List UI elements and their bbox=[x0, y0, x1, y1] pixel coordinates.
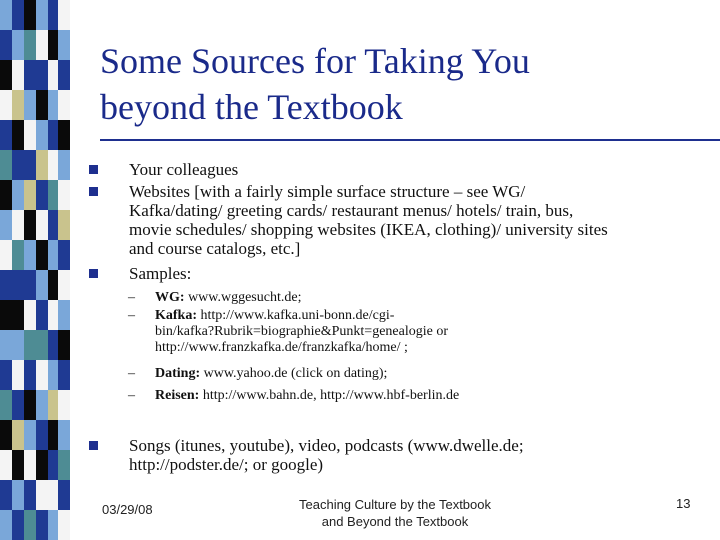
dash-marker: – bbox=[128, 290, 135, 305]
stripe-block bbox=[58, 510, 70, 540]
stripe-block bbox=[58, 390, 70, 420]
stripe-block bbox=[0, 390, 12, 420]
stripe-block bbox=[12, 390, 24, 420]
stripe-block bbox=[12, 120, 24, 150]
bullet-text-line: Kafka/dating/ greeting cards/ restaurant menus/ hotels/ train, bus, bbox=[129, 201, 574, 220]
bullet-text bbox=[129, 182, 699, 258]
stripe-block bbox=[24, 210, 36, 240]
stripe-block bbox=[58, 0, 70, 30]
stripe-block bbox=[24, 450, 36, 480]
stripe-block bbox=[12, 0, 24, 30]
sub-item-label: Kafka: bbox=[155, 308, 197, 323]
stripe-block bbox=[58, 360, 70, 390]
square-bullet-icon bbox=[89, 165, 98, 174]
stripe-block bbox=[0, 150, 12, 180]
stripe-block bbox=[12, 330, 24, 360]
sub-item-label: WG: bbox=[155, 290, 185, 305]
stripe-block bbox=[0, 300, 12, 330]
stripe-block bbox=[48, 60, 58, 90]
stripe-block bbox=[36, 240, 48, 270]
stripe-block bbox=[36, 390, 48, 420]
sub-item-line: www.wggesucht.de; bbox=[184, 290, 302, 305]
square-bullet-icon bbox=[89, 441, 98, 450]
footer-center-text bbox=[270, 496, 520, 530]
stripe-block bbox=[58, 150, 70, 180]
sub-item-label: Reisen: bbox=[155, 388, 200, 403]
footer-center-line: and Beyond the Textbook bbox=[321, 514, 469, 529]
stripe-block bbox=[0, 510, 12, 540]
footer-center-line: Teaching Culture by the Textbook bbox=[299, 497, 491, 512]
stripe-block bbox=[0, 270, 12, 300]
stripe-block bbox=[36, 60, 48, 90]
sub-item-line: http://www.bahn.de, http://www.hbf-berlin.de bbox=[199, 388, 460, 403]
stripe-block bbox=[0, 450, 12, 480]
stripe-block bbox=[36, 180, 48, 210]
stripe-block bbox=[58, 180, 70, 210]
sub-item-line: http://www.franzkafka.de/franzkafka/home/ ; bbox=[155, 340, 408, 355]
title-underline bbox=[100, 139, 720, 141]
stripe-block bbox=[0, 120, 12, 150]
stripe-block bbox=[12, 360, 24, 390]
stripe-block bbox=[58, 450, 70, 480]
stripe-block bbox=[0, 0, 12, 30]
bullet-text-line: Websites [with a fairly simple surface structure – see WG/ bbox=[129, 182, 526, 201]
sub-item-text bbox=[155, 388, 705, 404]
sub-item-line: http://www.kafka.uni-bonn.de/cgi- bbox=[197, 308, 395, 323]
stripe-block bbox=[0, 360, 12, 390]
stripe-block bbox=[48, 300, 58, 330]
sub-item-text bbox=[155, 290, 705, 306]
stripe-block bbox=[36, 450, 48, 480]
stripe-block bbox=[36, 30, 48, 60]
stripe-block bbox=[12, 180, 24, 210]
decorative-stripe-bar bbox=[0, 0, 70, 540]
stripe-block bbox=[48, 360, 58, 390]
stripe-block bbox=[12, 210, 24, 240]
stripe-block bbox=[58, 60, 70, 90]
slide-title-line1: Some Sources for Taking You bbox=[100, 41, 530, 81]
stripe-block bbox=[24, 360, 36, 390]
stripe-block bbox=[48, 240, 58, 270]
stripe-block bbox=[48, 0, 58, 30]
stripe-block bbox=[12, 300, 24, 330]
stripe-block bbox=[36, 300, 48, 330]
bullet-text-line: Songs (itunes, youtube), video, podcasts (www.dwelle.de; bbox=[129, 436, 524, 455]
stripe-block bbox=[0, 180, 12, 210]
stripe-block bbox=[36, 210, 48, 240]
stripe-block bbox=[0, 210, 12, 240]
bullet-text: Samples: bbox=[129, 264, 192, 283]
stripe-block bbox=[24, 300, 36, 330]
stripe-block bbox=[24, 180, 36, 210]
stripe-block bbox=[0, 30, 12, 60]
stripe-block bbox=[48, 420, 58, 450]
sub-item-text bbox=[155, 366, 705, 382]
stripe-block bbox=[58, 270, 70, 300]
stripe-block bbox=[48, 270, 58, 300]
stripe-block bbox=[12, 90, 24, 120]
stripe-block bbox=[36, 330, 48, 360]
stripe-block bbox=[24, 330, 36, 360]
stripe-block bbox=[0, 420, 12, 450]
stripe-block bbox=[12, 420, 24, 450]
dash-marker: – bbox=[128, 388, 135, 403]
bullet-text-line: http://podster.de/; or google) bbox=[129, 455, 324, 474]
stripe-block bbox=[58, 120, 70, 150]
stripe-block bbox=[24, 120, 36, 150]
slide-title bbox=[100, 38, 700, 130]
bullet-text-line: and course catalogs, etc.] bbox=[129, 239, 301, 258]
stripe-block bbox=[0, 90, 12, 120]
stripe-block bbox=[36, 420, 48, 450]
stripe-block bbox=[48, 180, 58, 210]
stripe-block bbox=[36, 480, 48, 510]
stripe-block bbox=[24, 90, 36, 120]
stripe-block bbox=[12, 240, 24, 270]
stripe-block bbox=[58, 90, 70, 120]
dash-marker: – bbox=[128, 308, 135, 323]
sub-item-text bbox=[155, 308, 705, 356]
stripe-block bbox=[36, 0, 48, 30]
stripe-block bbox=[36, 90, 48, 120]
stripe-block bbox=[48, 450, 58, 480]
slide-title-line2: beyond the Textbook bbox=[100, 87, 403, 127]
stripe-block bbox=[36, 510, 48, 540]
stripe-block bbox=[48, 480, 58, 510]
stripe-block bbox=[48, 120, 58, 150]
stripe-block bbox=[24, 0, 36, 30]
stripe-block bbox=[12, 60, 24, 90]
page-number: 13 bbox=[676, 496, 691, 511]
stripe-block bbox=[0, 330, 12, 360]
stripe-block bbox=[36, 270, 48, 300]
bullet-text: Your colleagues bbox=[129, 160, 239, 179]
stripe-block bbox=[24, 510, 36, 540]
stripe-block bbox=[36, 150, 48, 180]
stripe-block bbox=[48, 510, 58, 540]
stripe-block bbox=[36, 360, 48, 390]
stripe-block bbox=[58, 420, 70, 450]
stripe-block bbox=[0, 240, 12, 270]
sub-item-line: www.yahoo.de (click on dating); bbox=[200, 366, 388, 381]
stripe-block bbox=[12, 510, 24, 540]
stripe-block bbox=[12, 480, 24, 510]
stripe-block bbox=[58, 480, 70, 510]
stripe-block bbox=[0, 60, 12, 90]
stripe-block bbox=[24, 240, 36, 270]
stripe-block bbox=[24, 480, 36, 510]
stripe-block bbox=[36, 120, 48, 150]
stripe-block bbox=[24, 30, 36, 60]
stripe-block bbox=[24, 390, 36, 420]
stripe-block bbox=[48, 30, 58, 60]
stripe-block bbox=[24, 150, 36, 180]
square-bullet-icon bbox=[89, 269, 98, 278]
stripe-block bbox=[24, 420, 36, 450]
stripe-block bbox=[58, 330, 70, 360]
sub-item-line: bin/kafka?Rubrik=biographie&Punkt=genealogie or bbox=[155, 324, 448, 339]
square-bullet-icon bbox=[89, 187, 98, 196]
stripe-block bbox=[48, 90, 58, 120]
stripe-block bbox=[48, 330, 58, 360]
stripe-block bbox=[58, 210, 70, 240]
bullet-text bbox=[129, 436, 699, 474]
dash-marker: – bbox=[128, 366, 135, 381]
stripe-block bbox=[0, 480, 12, 510]
sub-item-label: Dating: bbox=[155, 366, 201, 381]
stripe-block bbox=[58, 240, 70, 270]
stripe-block bbox=[24, 60, 36, 90]
stripe-block bbox=[12, 270, 24, 300]
stripe-block bbox=[24, 270, 36, 300]
footer-date: 03/29/08 bbox=[102, 502, 153, 517]
bullet-text-line: movie schedules/ shopping websites (IKEA, clothing)/ university sites bbox=[129, 220, 608, 239]
stripe-block bbox=[12, 450, 24, 480]
stripe-block bbox=[58, 30, 70, 60]
stripe-block bbox=[12, 150, 24, 180]
stripe-block bbox=[58, 300, 70, 330]
stripe-block bbox=[48, 210, 58, 240]
stripe-block bbox=[48, 150, 58, 180]
stripe-block bbox=[12, 30, 24, 60]
stripe-block bbox=[48, 390, 58, 420]
